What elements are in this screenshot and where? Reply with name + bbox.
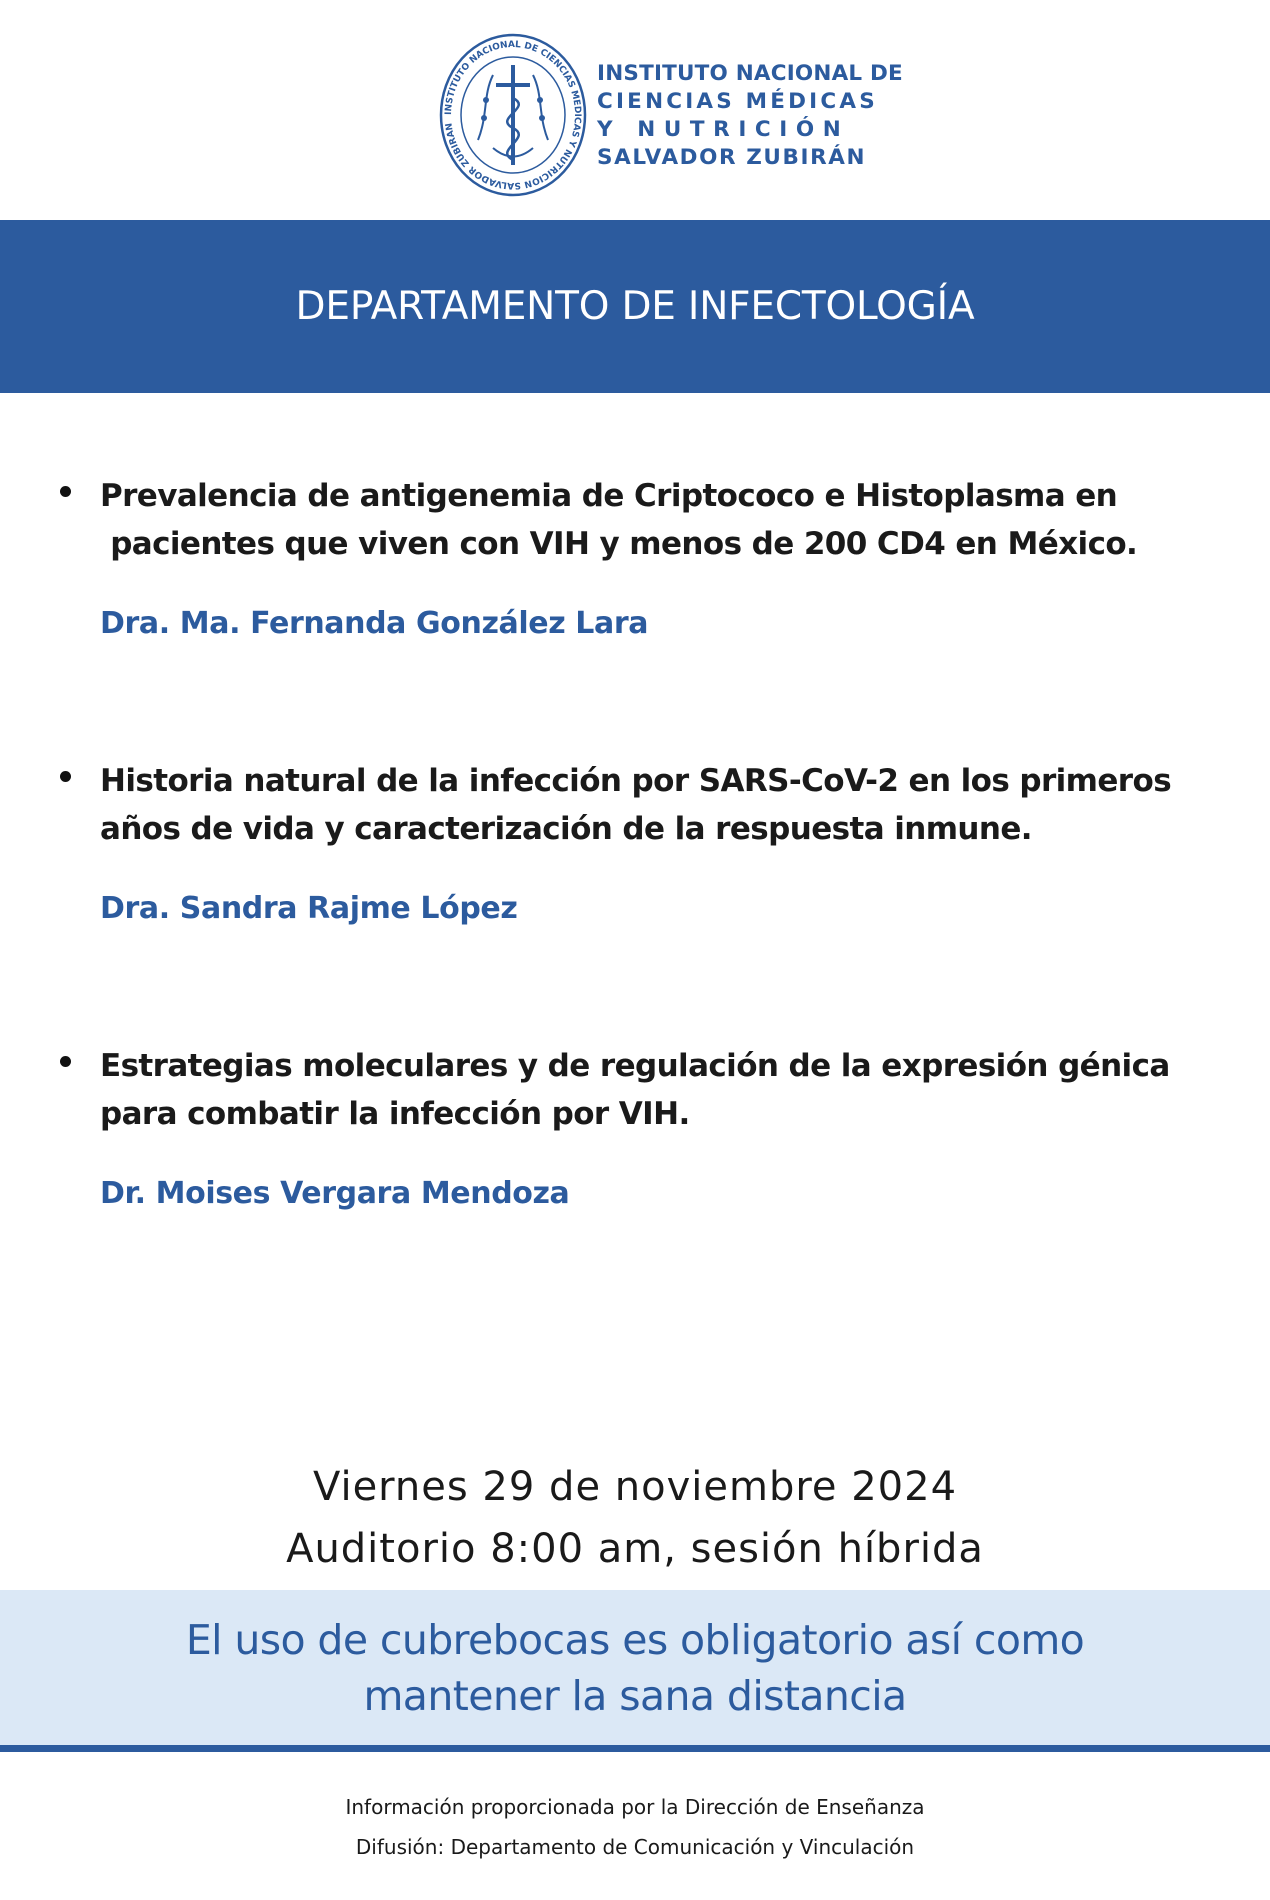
event-place: Auditorio 8:00 am, sesión híbrida: [286, 1526, 984, 1572]
bullet-icon: [60, 486, 71, 497]
talk-title-line: Historia natural de la infección por SARS-CoV-2 en los primeros: [100, 763, 1172, 799]
talk-title-line: pacientes que viven con VIH y menos de 200 CD4 en México.: [100, 526, 1138, 562]
institution-seal-logo: [438, 30, 588, 200]
bullet-icon: [60, 771, 71, 782]
footer-source: Información proporcionada por la Dirección de Enseñanza: [345, 1795, 925, 1819]
event-info: [0, 1456, 1270, 1580]
svg-text:INSTITUTO NACIONAL DE CIENCIAS: INSTITUTO NACIONAL DE CIENCIAS MEDICAS Y NUTRICION SALVADOR ZUBIRAN: [443, 39, 583, 191]
talk-title-line: Prevalencia de antigenemia de Criptococo e Histoplasma en: [100, 478, 1118, 514]
talk-item: [60, 472, 1240, 641]
department-banner: [0, 220, 1270, 393]
talk-title: [100, 757, 1240, 853]
institution-name: [597, 60, 917, 172]
header: [0, 0, 1270, 220]
notice-line: mantener la sana distancia: [363, 1671, 907, 1720]
talk-speaker: Dra. Sandra Rajme López: [100, 891, 518, 926]
event-date: Viernes 29 de noviembre 2024: [312, 1464, 958, 1510]
talk-speaker: Dra. Ma. Fernanda González Lara: [100, 606, 649, 641]
divider: [0, 1745, 1270, 1752]
footer-diffusion: Difusión: Departamento de Comunicación y Vinculación: [355, 1835, 915, 1859]
talk-title: [100, 472, 1240, 568]
talk-title-line: Estrategias moleculares y de regulación de la expresión génica: [100, 1048, 1170, 1084]
institution-name-line: SALVADOR ZUBIRÁN: [597, 145, 867, 170]
talk-item: [60, 1042, 1240, 1211]
mask-notice: [0, 1590, 1270, 1745]
talk-title-line: años de vida y caracterización de la respuesta inmune.: [100, 811, 1032, 847]
institution-name-line: CIENCIAS MÉDICAS: [597, 89, 878, 114]
institution-name-line: INSTITUTO NACIONAL DE: [597, 61, 903, 86]
institution-name-line: Y NUTRICIÓN: [597, 117, 850, 142]
talk-item: [60, 757, 1240, 926]
talk-title-line: para combatir la infección por VIH.: [100, 1096, 690, 1132]
notice-line: El uso de cubrebocas es obligatorio así como: [185, 1615, 1085, 1664]
talk-title: [100, 1042, 1240, 1138]
bullet-icon: [60, 1056, 71, 1067]
department-title: DEPARTAMENTO DE INFECTOLOGÍA: [295, 284, 975, 329]
talk-speaker: Dr. Moises Vergara Mendoza: [100, 1176, 570, 1211]
footer: [0, 1787, 1270, 1867]
